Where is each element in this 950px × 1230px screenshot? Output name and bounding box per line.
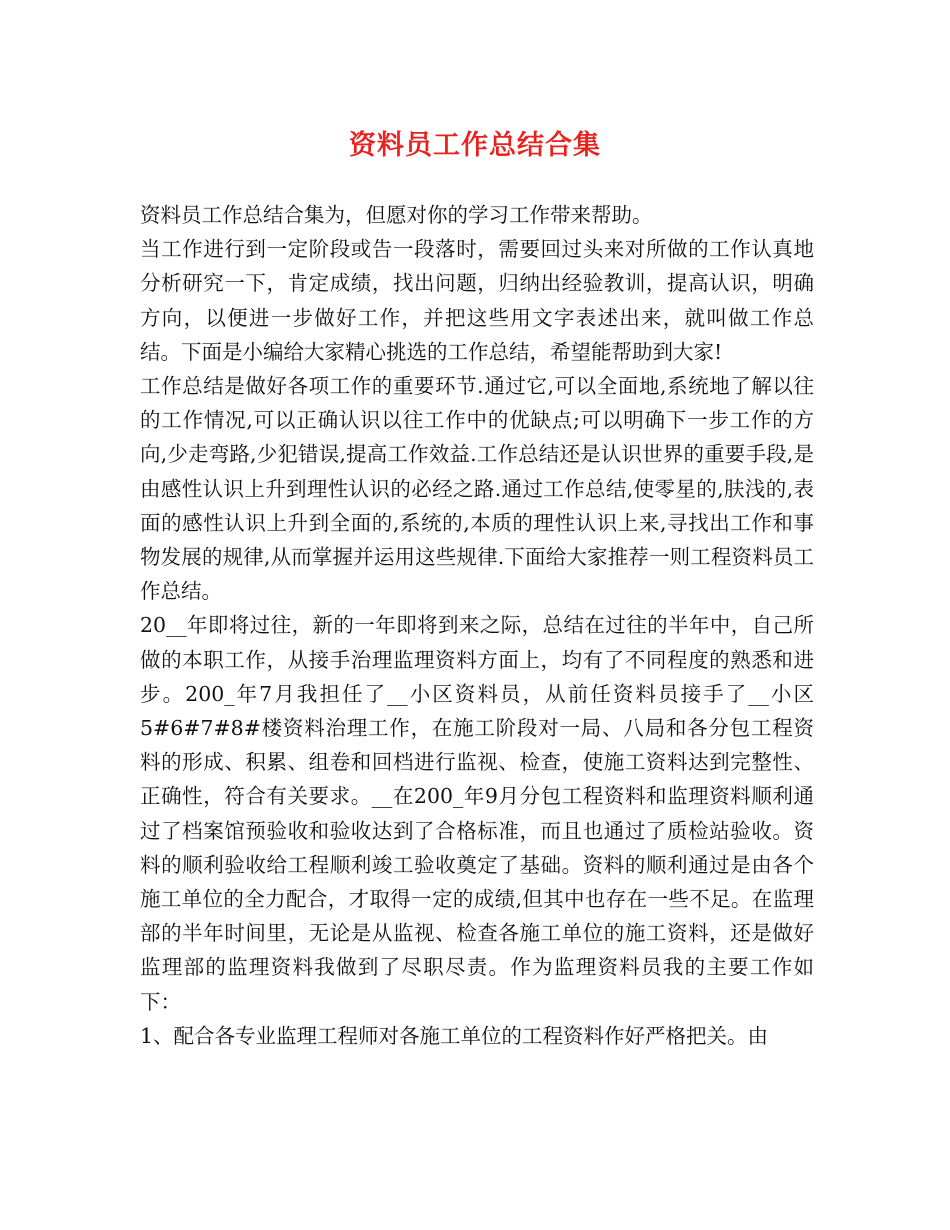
document-body xyxy=(140,198,814,1053)
document-title: 资料员工作总结合集 xyxy=(349,130,601,161)
paragraph-summary-importance: 工作总结是做好各项工作的重要环节.通过它,可以全面地,系统地了解以往的工作情况,可以正确认识以往工作中的优缺点;可以明确下一步工作的方向,少走弯路,少犯错误,提高工作效益.工作总结还是认识世界的重要手段,是由感性认识上升到理性认识的必经之路.通过工作总结,使零星的,肤浅的,表面的感性认识上升到全面的,系统的,本质的理性认识上来,寻找出工作和事物发展的规律,从而掌握并运用这些规律.下面给大家推荐一则工程资料员工作总结。 xyxy=(140,374,814,604)
paragraph-work-review: 20__年即将过往，新的一年即将到来之际，总结在过往的半年中，自己所做的本职工作，从接手治理监理资料方面上，均有了不同程度的熟悉和进步。200_年7月我担任了__小区资料员，从前任资料员接手了__小区5#6#7#8#楼资料治理工作，在施工阶段对一局、八局和各分包工程资料的形成、积累、组卷和回档进行监视、检查，使施工资料达到完整性、正确性，符合有关要求。__在200_年9月分包工程资料和监理资料顺利通过了档案馆预验收和验收达到了合格标准，而且也通过了质检站验收。资料的顺利验收给工程顺利竣工验收奠定了基础。资料的顺利通过是由各个施工单位的全力配合，才取得一定的成绩,但其中也存在一些不足。在监理部的半年时间里，无论是从监视、检查各施工单位的施工资料，还是做好监理部的监理资料我做到了尽职尽责。作为监理资料员我的主要工作如下： xyxy=(140,613,814,1014)
paragraph-intro: 资料员工作总结合集为，但愿对你的学习工作带来帮助。 xyxy=(140,203,653,227)
paragraph-item-1: 1、配合各专业监理工程师对各施工单位的工程资料作好严格把关。由 xyxy=(140,1023,769,1048)
paragraph-summary-purpose: 当工作进行到一定阶段或告一段落时，需要回过头来对所做的工作认真地分析研究一下，肯定成绩，找出问题，归纳出经验教训，提高认识，明确方向，以便进一步做好工作，并把这些用文字表述出来，就叫做工作总结。下面是小编给大家精心挑选的工作总结，希望能帮助到大家! xyxy=(140,237,814,364)
